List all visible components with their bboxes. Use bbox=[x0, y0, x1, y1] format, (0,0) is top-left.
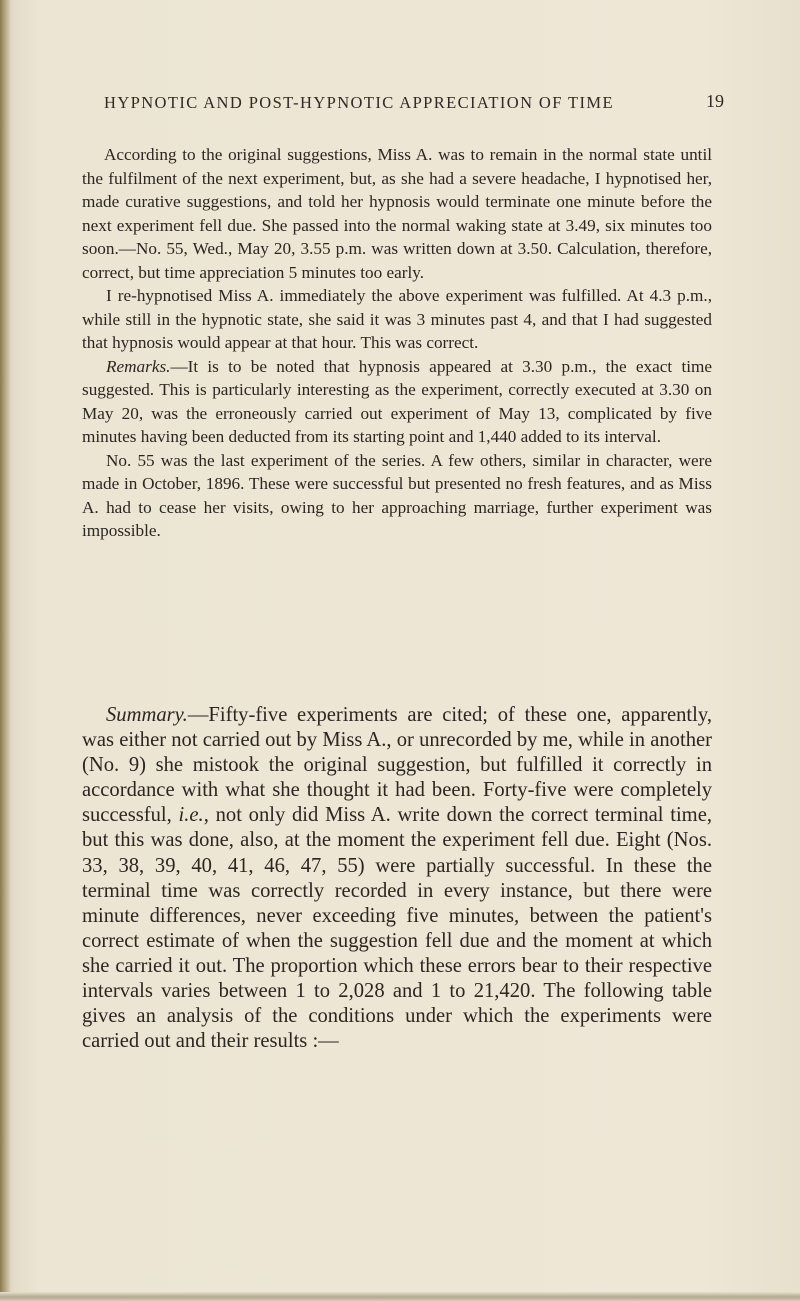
page-bottom-edge bbox=[0, 1292, 800, 1301]
paragraph-1: According to the original suggestions, Miss A. was to remain in the normal state until the fulfilment of the next experiment, but, as she had a severe headache, I hypnotised her, made curative suggestions, and told her hypnosis would terminate one minute before the next experiment fell due. She passed into the normal waking state at 3.49, six minutes too soon.—No. 55, Wed., May 20, 3.55 p.m. was written down at 3.50. Calculation, therefore, correct, but time appreciation 5 minutes too early. bbox=[82, 145, 712, 282]
paragraph-summary bbox=[82, 703, 712, 1054]
running-title: HYPNOTIC AND POST-HYPNOTIC APPRECIATION OF TIME bbox=[104, 93, 614, 112]
ie-abbreviation: i.e. bbox=[178, 804, 204, 827]
small-print-section bbox=[82, 143, 712, 543]
book-spine-shadow bbox=[0, 0, 10, 1301]
page-number: 19 bbox=[706, 91, 724, 111]
summary-label: Summary. bbox=[106, 704, 188, 726]
paragraph-remarks bbox=[82, 355, 712, 449]
remarks-text: —It is to be noted that hypnosis appeared at 3.30 p.m., the exact time suggested. This is particularly interesting as the experiment, correctly executed at 3.30 on May 20, was the erroneously carried out experiment of May 13, complicated by five minutes having been deducted from its starting point and 1,440 added to its interval. bbox=[82, 356, 712, 446]
summary-text-part-1: —Fifty-five experiments are cited; of these one, apparently, was either not carried out by Miss A., or unrecorded by me, while in another (No. 9) she mistook the original suggestion, but fulfilled it correctly in accordance with what she thought it had been. Forty-five were completely successful, bbox=[82, 704, 712, 827]
summary-section bbox=[82, 703, 712, 1054]
remarks-label: Remarks. bbox=[106, 356, 171, 376]
paragraph-4: No. 55 was the last experiment of the series. A few others, similar in character, were made in October, 1896. These were successful but presented no fresh features, and as Miss A. had to cease her visits, owing to her approaching marriage, further experiment was impossible. bbox=[82, 450, 712, 540]
paragraph-2: I re-hypnotised Miss A. immediately the above experiment was fulfilled. At 4.3 p.m., while still in the hypnotic state, she said it was 3 minutes past 4, and that I had suggested that hypnosis would appear at that hour. This was correct. bbox=[82, 286, 712, 352]
summary-text-part-2: , not only did Miss A. write down the correct terminal time, but this was done, also, at the moment the experiment fell due. Eight (Nos. 33, 38, 39, 40, 41, 46, 47, 55) were partially successful. In these the terminal time was correctly recorded in every instance, but there were minute differences, never exceeding five minutes, between the patient's correct estimate of when the suggestion fell due and the moment at which she carried it out. The proportion which these errors bear to their respective intervals varies between 1 to 2,028 and 1 to 21,420. The following table gives an analysis of the conditions under which the experiments were carried out and their results :— bbox=[82, 804, 712, 1053]
